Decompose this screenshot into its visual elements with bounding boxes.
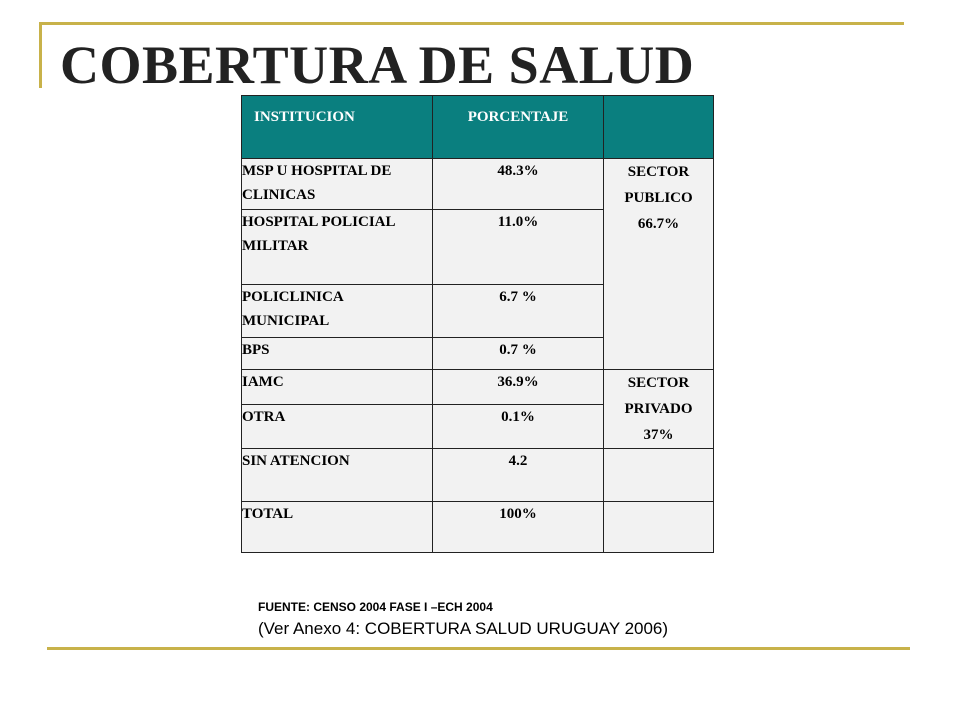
row-institucion: IAMC (242, 370, 433, 405)
sector-privado-label-1: SECTOR (627, 375, 690, 391)
empty-cell (604, 502, 714, 553)
coverage-table (241, 95, 714, 553)
sector-privado-label-2: PRIVADO (624, 401, 693, 417)
sector-privado-cell (604, 370, 714, 449)
row-porcentaje: 4.2 (433, 449, 604, 502)
row-institucion: SIN ATENCION (242, 449, 433, 502)
decorative-bottom-line (47, 647, 910, 650)
row-porcentaje: 48.3% (433, 159, 604, 210)
sector-publico-value: 66.7% (637, 216, 680, 232)
empty-cell (604, 449, 714, 502)
row-institucion: POLICLINICA MUNICIPAL (242, 285, 433, 338)
sector-publico-cell (604, 159, 714, 370)
table-row (242, 449, 714, 502)
row-institucion: OTRA (242, 404, 433, 448)
source-line: FUENTE: CENSO 2004 FASE I –ECH 2004 (258, 600, 493, 614)
row-institucion: TOTAL (242, 502, 433, 553)
sector-publico-label-2: PUBLICO (624, 190, 693, 206)
row-institucion: BPS (242, 338, 433, 370)
row-porcentaje: 0.1% (433, 404, 604, 448)
slide-title: COBERTURA DE SALUD (60, 35, 695, 95)
table-row (242, 159, 714, 210)
header-institucion: INSTITUCION (242, 96, 433, 159)
row-institucion: MSP U HOSPITAL DE CLINICAS (242, 159, 433, 210)
row-porcentaje: 6.7 % (433, 285, 604, 338)
header-sector (604, 96, 714, 159)
row-porcentaje: 100% (433, 502, 604, 553)
table-header-row (242, 96, 714, 159)
row-porcentaje: 0.7 % (433, 338, 604, 370)
table-row-total (242, 502, 714, 553)
sector-publico-label-1: SECTOR (627, 164, 690, 180)
row-institucion: HOSPITAL POLICIAL MILITAR (242, 210, 433, 285)
decorative-vertical-line (39, 22, 42, 88)
row-porcentaje: 36.9% (433, 370, 604, 405)
header-porcentaje: PORCENTAJE (433, 96, 604, 159)
table-row (242, 370, 714, 405)
row-porcentaje: 11.0% (433, 210, 604, 285)
decorative-top-line (39, 22, 904, 25)
annex-reference: (Ver Anexo 4: COBERTURA SALUD URUGUAY 2006) (258, 619, 669, 638)
sector-privado-value: 37% (643, 427, 674, 443)
